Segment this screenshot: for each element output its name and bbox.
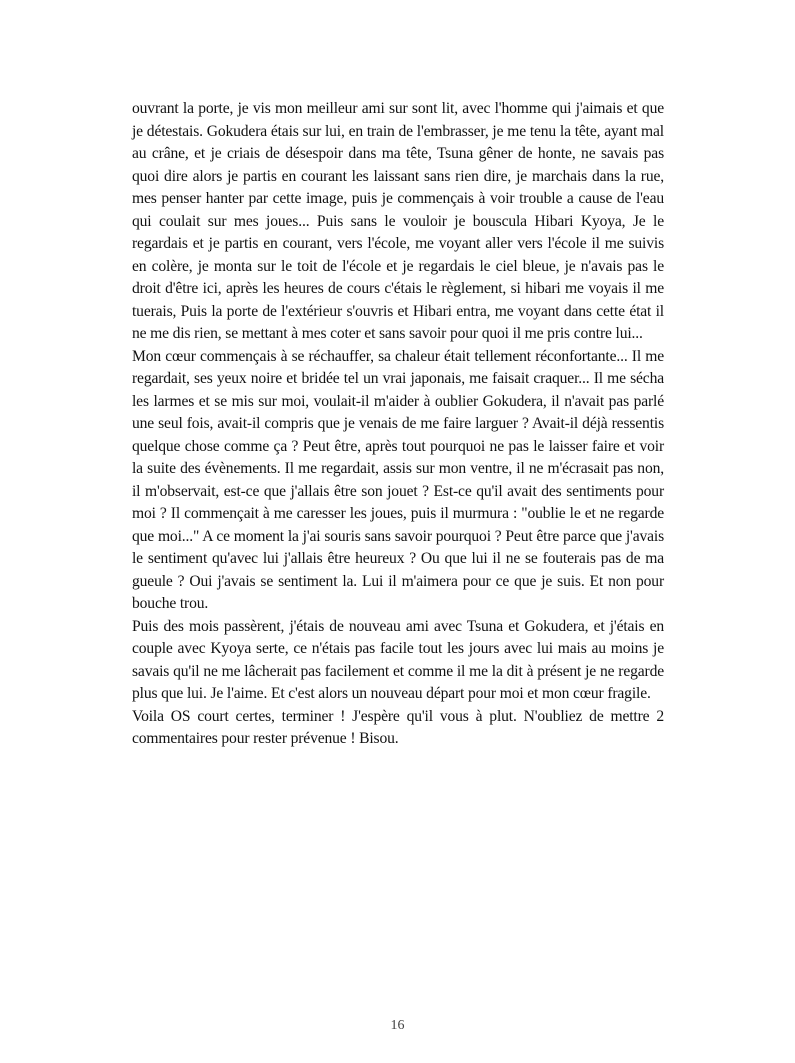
paragraph-author-note: Voila OS court certes, terminer ! J'espère qu'il vous à plut. N'oubliez de mettre 2 commentaires pour rester prévenue ! Bisou. [132, 707, 664, 747]
page-number: 16 [390, 1018, 405, 1033]
paragraph-comfort: Mon cœur commençais à se réchauffer, sa chaleur était tellement réconfortante... Il me regardait, ses yeux noire et bridée tel un vrai japonais, me faisait craquer... Il me sécha les larmes et se mis sur moi, voulait-il m'aider à oublier Gokudera, il n'avait pas parlé une seul fois, avait-il compris que je venais de me faire larguer ? Avait-il déjà ressentis quelque chose comme ça ? Peut être, après tout pourquoi ne pas le laisser faire et voir la suite des évènements. Il me regardait, assis sur mon ventre, il ne m'écrasait pas non, il m'observait, est-ce que j'allais être son jouet ? Est-ce qu'il avait des sentiments pour moi ? Il commençait à me caresser les joues, puis il murmura : "oublie le et ne regarde que moi..." A ce moment la j'ai souris sans savoir pourquoi ? Peut être parce que j'avais le sentiment qu'avec lui j'allais être heureux ? Ou que lui il ne se fouterais pas de ma gueule ? Oui j'avais se sentiment la. Lui il m'aimera pour ce que je suis. Et non pour bouche trou. [132, 347, 664, 612]
paragraph-discovery: ouvrant la porte, je vis mon meilleur ami sur sont lit, avec l'homme qui j'aimais et que je détestais. Gokudera étais sur lui, en train de l'embrasser, je me tenu la tête, ayant mal au crâne, et je criais de désespoir dans ma tête, Tsuna gêner de honte, ne savais pas quoi dire alors je partis en courant les laissant sans rien dire, je marchais dans la rue, mes penser hanter par cette image, puis je commençais à voir trouble a cause de l'eau qui coulait sur mes joues... Puis sans le vouloir je bouscula Hibari Kyoya, Je le regardais et je partis en courant, vers l'école, me voyant aller vers l'école il me suivis en colère, je monta sur le toit de l'école et je regardais le ciel bleue, je n'avais pas le droit d'être ici, après les heures de cours c'étais le règlement, si hibari me voyais il me tuerais, Puis la porte de l'extérieur s'ouvris et Hibari entra, me voyant dans cette état il ne me dis rien, se mettant à mes coter et sans savoir pour quoi il me pris contre lui... [132, 100, 664, 342]
paragraph-epilogue: Puis des mois passèrent, j'étais de nouveau ami avec Tsuna et Gokudera, et j'étais en couple avec Kyoya serte, ce n'étais pas facile tout les jours avec lui mais au moins je savais qu'il ne me lâcherait pas facilement et comme il me la dit à présent je ne regarde plus que lui. Je l'aime. Et c'est alors un nouveau départ pour moi et mon cœur fragile. [132, 617, 664, 702]
document-body [132, 98, 664, 751]
